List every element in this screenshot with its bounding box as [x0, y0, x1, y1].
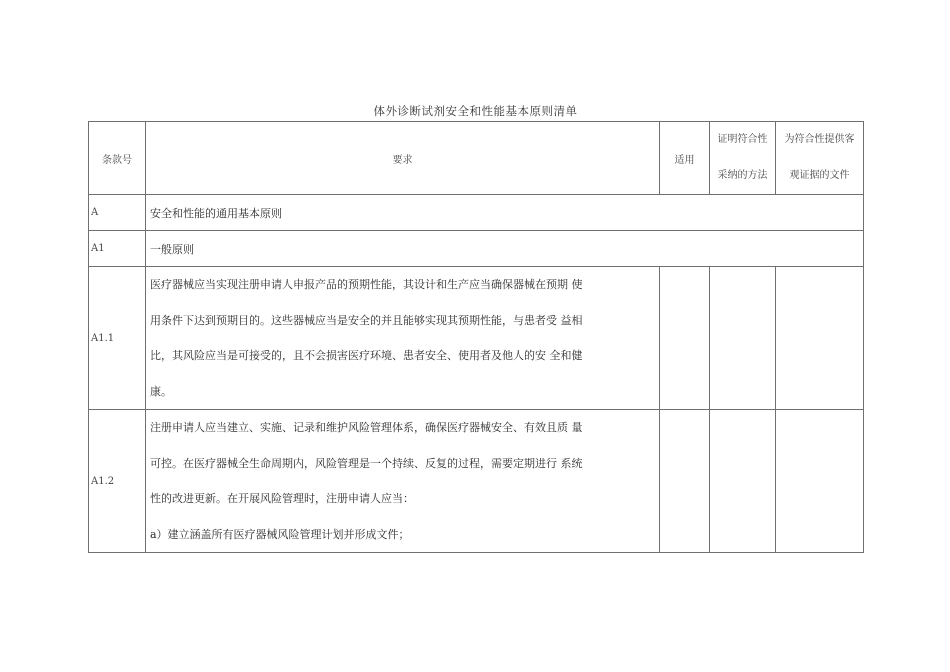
requirement-line: a）建立涵盖所有医疗器械风险管理计划并形成文件； [150, 527, 410, 541]
requirement-line: 注册申请人应当建立、实施、记录和维护风险管理体系，确保医疗器械安全、有效且质 量 [150, 421, 583, 434]
row-code: A [89, 195, 146, 231]
method-cell [710, 267, 776, 410]
header-requirement: 要求 [146, 122, 660, 195]
requirement-line: 可控。在医疗器械全生命周期内，风险管理是一个持续、反复的过程，需要定期进行 系统 [150, 456, 583, 470]
row-code: A1 [89, 231, 146, 267]
table-row [89, 231, 864, 267]
requirement-line: 用条件下达到预期目的。这些器械应当是安全的并且能够实现其预期性能，与患者受 益相 [150, 313, 583, 327]
requirement-line: 性的改进更新。在开展风险管理时，注册申请人应当： [150, 492, 414, 505]
header-evidence-line1: 为符合性提供客 [784, 134, 855, 145]
header-method-line1: 证明符合性 [717, 134, 768, 145]
header-method [710, 122, 776, 195]
table-row [89, 195, 864, 231]
table-row [89, 410, 864, 553]
header-applicable: 适用 [660, 122, 710, 195]
table-header-row [89, 122, 864, 195]
row-requirement: 一般原则 [146, 231, 864, 267]
row-requirement [146, 267, 660, 410]
requirement-line: 医疗器械应当实现注册申请人申报产品的预期性能，其设计和生产应当确保器械在预期 使 [150, 278, 583, 291]
applicable-cell [660, 267, 710, 410]
header-method-line2: 采纳的方法 [717, 170, 768, 181]
row-code: A1.1 [89, 267, 146, 410]
document-title: 体外诊断试剂安全和性能基本原则清单 [373, 104, 578, 118]
header-evidence [776, 122, 864, 195]
requirement-line: 康。 [150, 384, 172, 398]
header-clause: 条款号 [89, 122, 146, 195]
evidence-cell [776, 267, 864, 410]
method-cell [710, 410, 776, 553]
row-requirement: 安全和性能的通用基本原则 [146, 195, 864, 231]
table-row [89, 267, 864, 410]
evidence-cell [776, 410, 864, 553]
row-requirement [146, 410, 660, 553]
row-code: A1.2 [89, 410, 146, 553]
applicable-cell [660, 410, 710, 553]
principles-checklist-table [88, 121, 864, 553]
requirement-line: 比，其风险应当是可接受的，且不会损害医疗环境、患者安全、使用者及他人的安 全和健 [150, 349, 583, 362]
header-evidence-line2: 观证据的文件 [789, 170, 850, 181]
